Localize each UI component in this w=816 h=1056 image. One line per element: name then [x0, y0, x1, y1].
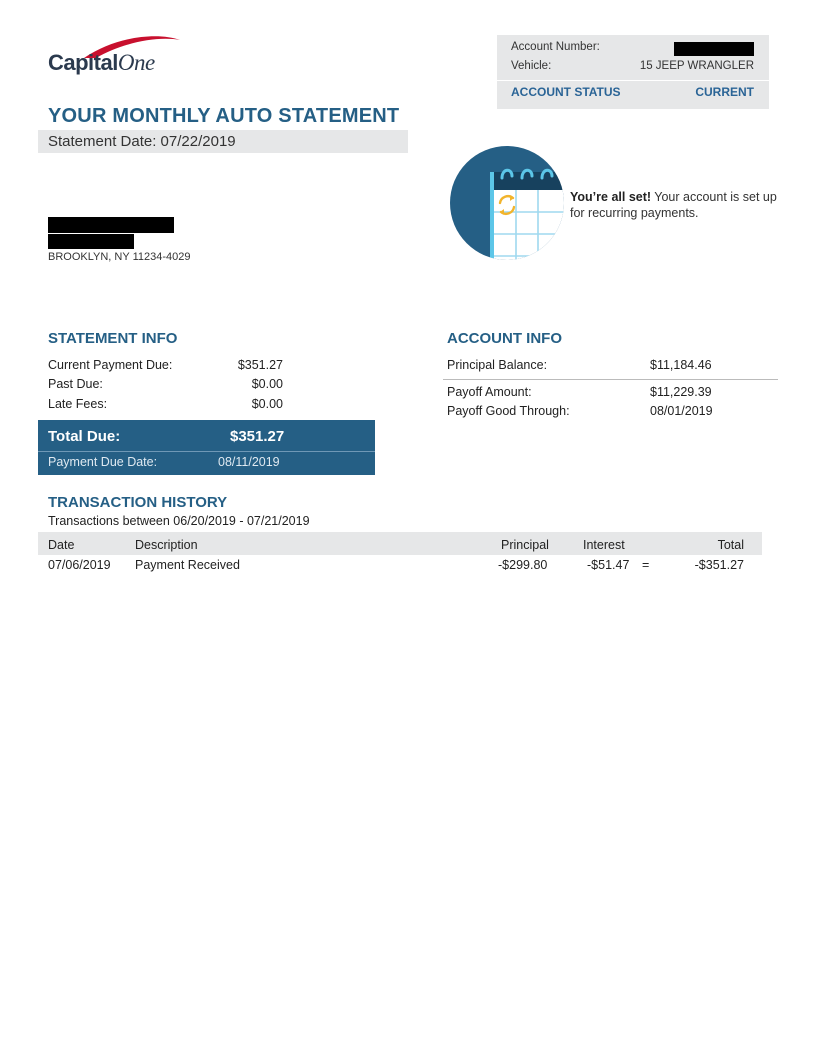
late-fees-label: Late Fees: [48, 397, 108, 411]
vehicle-value: 15 JEEP WRANGLER [639, 60, 754, 72]
row-equals: = [642, 558, 650, 572]
total-due-label: Total Due: [48, 428, 121, 445]
account-number-label: Account Number: [511, 41, 600, 53]
divider [443, 379, 778, 380]
current-payment-value: $351.27 [237, 358, 283, 372]
divider [38, 451, 375, 452]
row-interest: -$51.47 [587, 558, 630, 572]
transaction-range: Transactions between 06/20/2019 - 07/21/2019 [48, 514, 310, 528]
principal-balance-value: $11,184.46 [650, 358, 712, 372]
autopay-message [570, 189, 785, 221]
statement-info-heading: STATEMENT INFO [48, 330, 178, 347]
table-row [38, 556, 762, 576]
redacted-street [48, 234, 134, 249]
vehicle-row [511, 60, 754, 76]
account-status-row [511, 85, 754, 101]
vehicle-label: Vehicle: [511, 60, 552, 72]
late-fees-value: $0.00 [251, 397, 283, 411]
past-due-value: $0.00 [251, 377, 283, 391]
account-info-heading: ACCOUNT INFO [447, 330, 562, 347]
total-due-box [38, 420, 375, 475]
payoff-good-through-label: Payoff Good Through: [447, 404, 570, 418]
address-city-line: BROOKLYN, NY 11234-4029 [48, 251, 191, 263]
logo-word: Capital [48, 50, 118, 75]
col-interest: Interest [583, 538, 625, 552]
row-total: -$351.27 [694, 558, 744, 572]
row-principal: -$299.80 [498, 558, 548, 572]
autopay-text: Your account is set up for recurring payments. [570, 190, 777, 220]
payment-due-date-value: 08/11/2019 [218, 455, 280, 469]
redacted-name [48, 217, 174, 233]
principal-balance-label: Principal Balance: [447, 358, 548, 372]
col-date: Date [48, 538, 75, 552]
capital-one-logo [46, 34, 191, 84]
account-summary-box [497, 35, 769, 109]
logo-word-one: One [117, 50, 155, 75]
current-payment-label: Current Payment Due: [48, 358, 173, 372]
row-description: Payment Received [135, 558, 240, 572]
payment-due-date-label: Payment Due Date: [48, 455, 158, 469]
account-status-value: CURRENT [695, 85, 754, 99]
total-due-value: $351.27 [230, 428, 285, 445]
account-number-row [511, 41, 754, 57]
col-principal: Principal [501, 538, 549, 552]
payoff-amount-label: Payoff Amount: [447, 385, 532, 399]
past-due-label: Past Due: [48, 377, 103, 391]
page-title: YOUR MONTHLY AUTO STATEMENT [48, 105, 400, 127]
redacted-account-number [674, 42, 754, 56]
statement-date: Statement Date: 07/22/2019 [48, 133, 236, 150]
divider [497, 80, 769, 81]
col-total: Total [717, 538, 744, 552]
calendar-icon [450, 146, 564, 260]
statement-date-bar [38, 130, 408, 153]
col-description: Description [135, 538, 198, 552]
transaction-table-header [38, 532, 762, 555]
autopay-bold: You’re all set! [570, 190, 652, 204]
payoff-amount-value: $11,229.39 [650, 385, 712, 399]
account-status-label: ACCOUNT STATUS [511, 85, 621, 99]
transaction-history-heading: TRANSACTION HISTORY [48, 494, 228, 511]
payoff-good-through-value: 08/01/2019 [650, 404, 713, 418]
row-date: 07/06/2019 [48, 558, 111, 572]
